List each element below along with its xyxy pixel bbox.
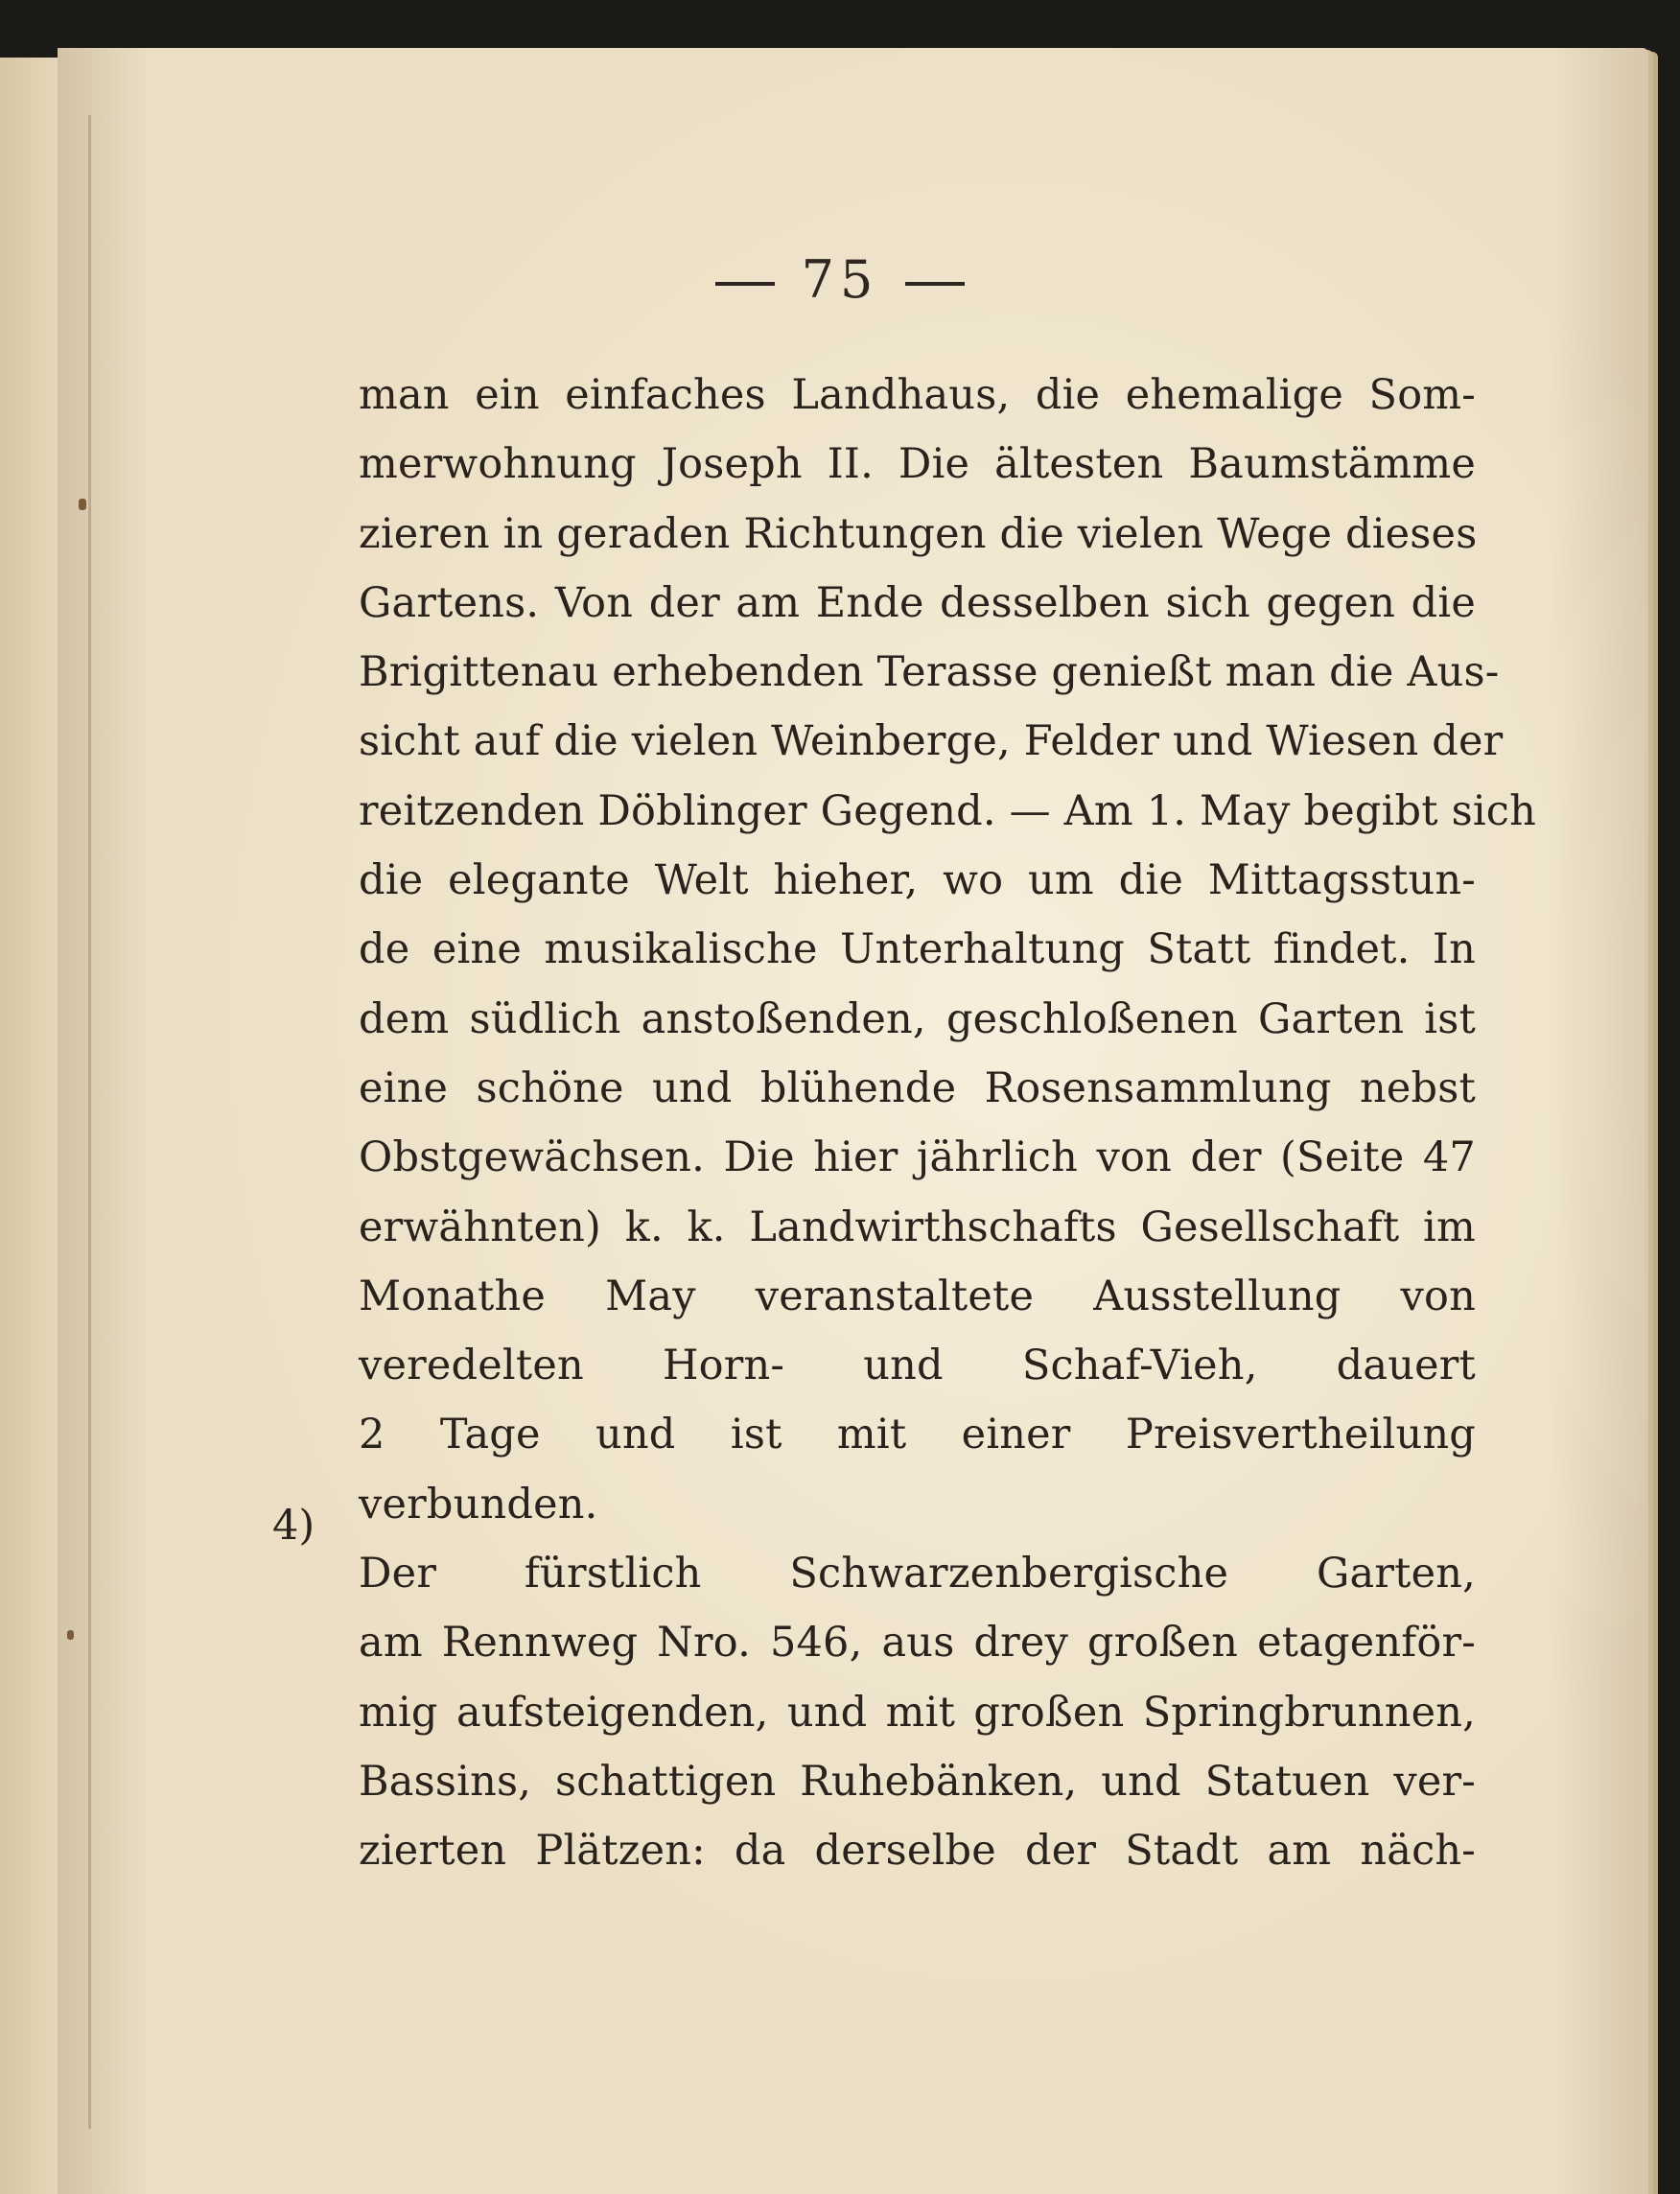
item-line: zierten Plätzen: da derselbe der Stadt am näch- (359, 1827, 1476, 1876)
text-line: zieren in geraden Richtungen die vielen Wege dieses (359, 509, 1478, 558)
text-line: verbunden. (359, 1480, 598, 1529)
text-line: Monathe May veranstaltete Ausstellung von (359, 1272, 1476, 1320)
dash-left (715, 282, 775, 286)
gutter-fold (88, 115, 91, 2129)
text-line: de eine musikalische Unterhaltung Statt findet. In (359, 925, 1476, 974)
text-line: man ein einfaches Landhaus, die ehemalige Som- (359, 371, 1476, 419)
margin-mark (67, 1630, 74, 1640)
dash-right (905, 282, 965, 286)
text-line: veredelten Horn- und Schaf-Vieh, dauert (359, 1342, 1476, 1390)
text-line: erwähnten) k. k. Landwirthschafts Gesellschaft im (359, 1202, 1476, 1251)
page-number (0, 249, 1680, 310)
text-line: sicht auf die vielen Weinberge, Felder und Wiesen der (359, 717, 1504, 766)
text-line: reitzenden Döblinger Gegend. — Am 1. May begibt sich (359, 786, 1536, 835)
text-line: Gartens. Von der am Ende desselben sich gegen die (359, 578, 1476, 627)
text-line: dem südlich anstoßenden, geschloßenen Garten ist (359, 994, 1476, 1043)
item-number: 4) (272, 1502, 315, 1550)
item-line: mig aufsteigenden, und mit großen Springbrunnen, (359, 1688, 1476, 1737)
text-line: merwohnung Joseph II. Die ältesten Baumstämme (359, 440, 1476, 489)
margin-mark (79, 499, 86, 510)
text-line: eine schöne und blühende Rosensammlung nebst (359, 1063, 1476, 1112)
item-line: Bassins, schattigen Ruhebänken, und Statuen ver- (359, 1757, 1476, 1806)
text-line: die elegante Welt hieher, wo um die Mittagsstun- (359, 856, 1476, 905)
item-line: Der fürstlich Schwarzenbergische Garten, (359, 1550, 1476, 1599)
item-line: am Rennweg Nro. 546, aus drey großen etagenför- (359, 1619, 1476, 1668)
page-text (359, 361, 1536, 1886)
page-number-value: 75 (801, 249, 879, 310)
text-line: Brigittenau erhebenden Terasse genießt man die Aus- (359, 648, 1500, 697)
text-line: 2 Tage und ist mit einer Preisvertheilung (359, 1411, 1476, 1459)
text-line: Obstgewächsen. Die hier jährlich von der (Seite 47 (359, 1133, 1476, 1182)
